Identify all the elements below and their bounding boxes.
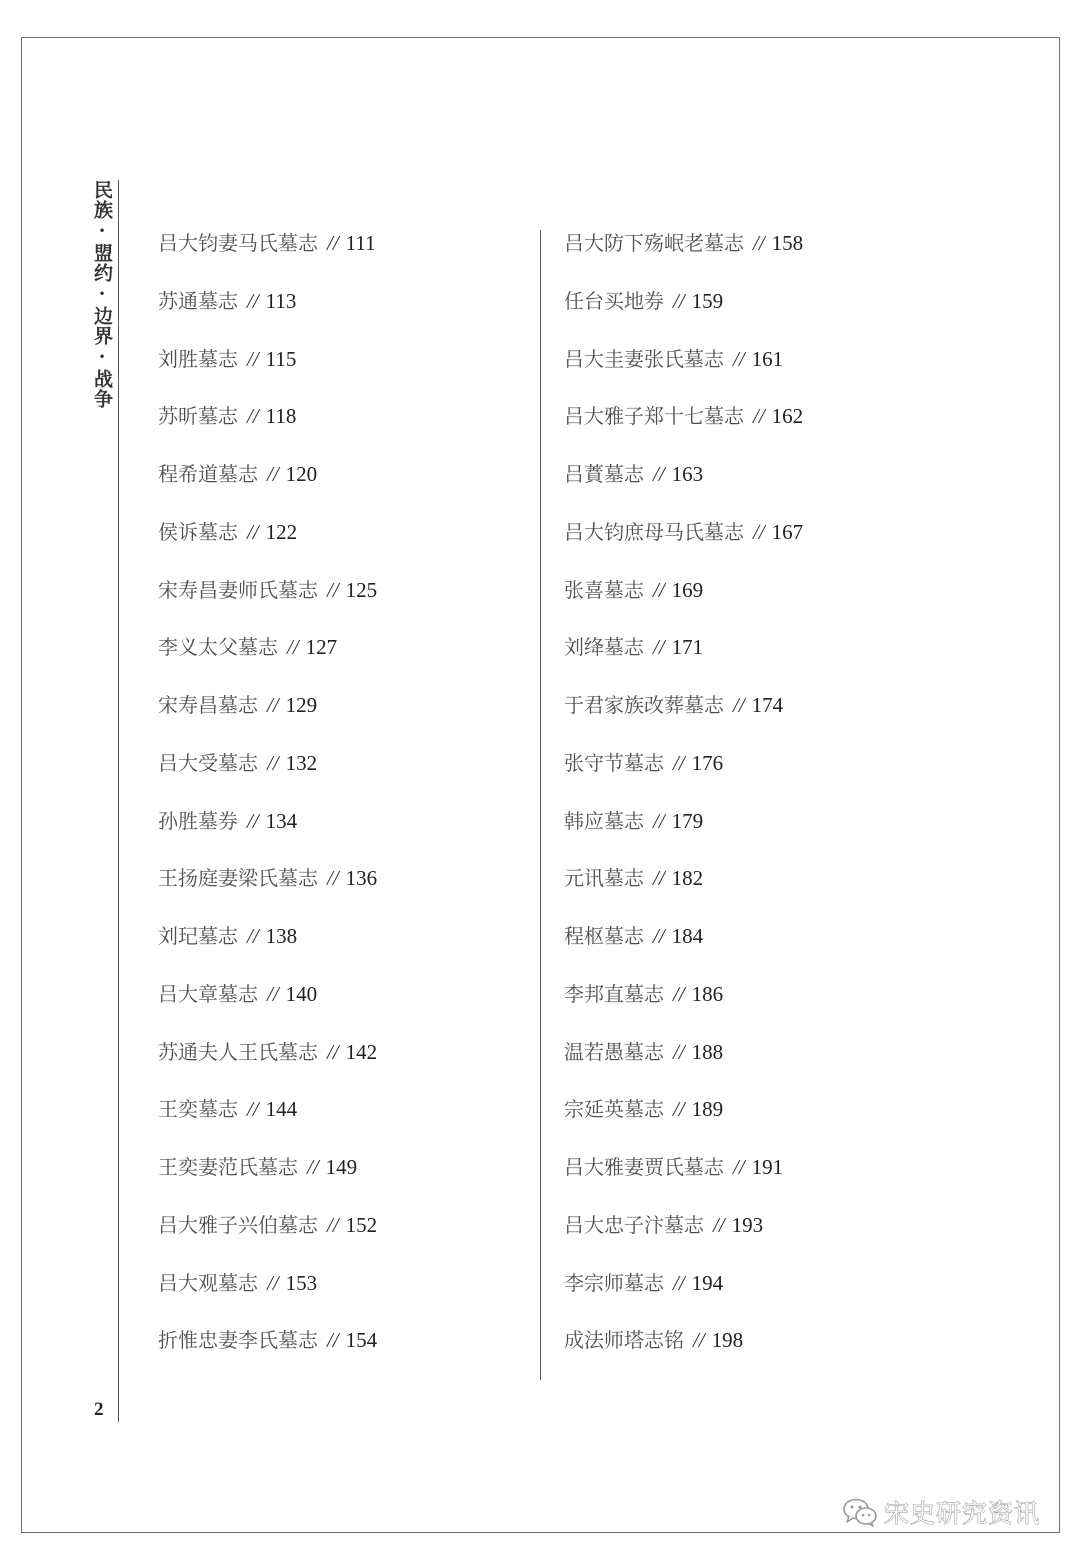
- toc-entry-page: 158: [771, 231, 804, 255]
- toc-entry-title: 李宗师墓志: [564, 1270, 664, 1295]
- toc-separator: //: [327, 231, 339, 255]
- toc-entry-title: 韩应墓志: [564, 808, 644, 833]
- toc-entry: [158, 919, 377, 977]
- toc-entry-title: 吕大受墓志: [158, 750, 258, 775]
- toc-separator: //: [753, 519, 765, 544]
- toc-entry: [564, 573, 803, 631]
- toc-entry-page: 113: [265, 288, 297, 313]
- toc-entry-title: 吕大观墓志: [158, 1270, 258, 1295]
- toc-separator: //: [247, 404, 259, 429]
- toc-entry: [564, 1035, 803, 1093]
- toc-entry-page: 198: [711, 1328, 744, 1353]
- toc-entry: [158, 399, 377, 457]
- toc-entry: [158, 804, 377, 862]
- toc-separator: //: [267, 693, 279, 717]
- toc-entry-page: 182: [671, 866, 704, 891]
- toc-entry-title: 吕蕡墓志: [564, 462, 644, 486]
- watermark: [842, 1494, 1040, 1530]
- toc-entry-page: 189: [691, 1097, 724, 1122]
- toc-entry: [564, 342, 803, 400]
- toc-separator: //: [267, 462, 279, 486]
- toc-entry-title: 元讯墓志: [564, 866, 644, 891]
- toc-entry-title: 刘玘墓志: [158, 924, 238, 948]
- toc-entry-page: 140: [285, 981, 318, 1006]
- toc-entry-title: 于君家族改葬墓志: [564, 693, 724, 717]
- toc-separator: //: [267, 750, 279, 775]
- toc-entry-page: 132: [285, 750, 318, 775]
- toc-entry: [564, 515, 803, 573]
- toc-column-left: [158, 226, 377, 1381]
- toc-separator: //: [753, 231, 765, 255]
- toc-entry-page: 171: [671, 635, 704, 660]
- toc-entry-page: 127: [305, 635, 338, 660]
- toc-separator: //: [327, 1328, 339, 1353]
- toc-entry-title: 温若愚墓志: [564, 1039, 664, 1064]
- toc-entry: [158, 1035, 377, 1093]
- toc-entry-page: 188: [691, 1039, 724, 1064]
- toc-entry-title: 吕大雅子兴伯墓志: [158, 1212, 318, 1237]
- toc-entry-page: 161: [751, 346, 784, 371]
- toc-entry-title: 程枢墓志: [564, 924, 644, 948]
- toc-entry-page: 163: [671, 462, 704, 486]
- toc-entry-page: 125: [345, 577, 378, 602]
- toc-entry-page: 111: [345, 231, 376, 255]
- toc-entry-page: 149: [325, 1155, 358, 1179]
- toc-entry: [564, 1266, 803, 1324]
- toc-separator: //: [673, 1097, 685, 1122]
- toc-entry-page: 194: [691, 1270, 724, 1295]
- toc-entry-page: 115: [265, 346, 297, 371]
- toc-entry-title: 吕大雅子郑十七墓志: [564, 404, 744, 429]
- toc-entry: [158, 1092, 377, 1150]
- toc-entry: [158, 515, 377, 573]
- toc-separator: //: [327, 1039, 339, 1064]
- toc-entry: [158, 284, 377, 342]
- toc-entry: [158, 688, 377, 746]
- toc-entry-title: 程希道墓志: [158, 462, 258, 486]
- toc-separator: //: [653, 866, 665, 891]
- toc-entry-page: 193: [731, 1212, 764, 1237]
- toc-separator: //: [327, 577, 339, 602]
- toc-entry: [158, 1323, 377, 1381]
- toc-entry-title: 吕大章墓志: [158, 981, 258, 1006]
- toc-entry: [564, 457, 803, 515]
- toc-entry-title: 吕大雅妻贾氏墓志: [564, 1155, 724, 1179]
- column-divider: [540, 230, 541, 1380]
- toc-entry-page: 134: [265, 808, 298, 833]
- toc-separator: //: [753, 404, 765, 429]
- toc-entry-title: 折惟忠妻李氏墓志: [158, 1328, 318, 1353]
- toc-entry-page: 142: [345, 1039, 378, 1064]
- toc-entry-title: 刘胜墓志: [158, 346, 238, 371]
- toc-entry-page: 186: [691, 981, 724, 1006]
- toc-entry: [158, 342, 377, 400]
- toc-entry-page: 136: [345, 866, 378, 891]
- toc-entry-page: 184: [671, 924, 704, 948]
- toc-separator: //: [673, 1270, 685, 1295]
- toc-entry-page: 138: [265, 924, 298, 948]
- toc-entry: [564, 630, 803, 688]
- toc-entry-title: 张守节墓志: [564, 750, 664, 775]
- toc-entry-page: 144: [265, 1097, 298, 1122]
- toc-separator: //: [713, 1212, 725, 1237]
- toc-separator: //: [247, 288, 259, 313]
- toc-entry-page: 162: [771, 404, 804, 429]
- toc-entry-title: 张喜墓志: [564, 577, 644, 602]
- toc-entry: [158, 457, 377, 515]
- toc-separator: //: [653, 808, 665, 833]
- toc-separator: //: [693, 1328, 705, 1353]
- toc-entry-page: 169: [671, 577, 704, 602]
- watermark-text: 宋史研究资讯: [884, 1499, 1041, 1528]
- toc-entry: [564, 399, 803, 457]
- toc-entry-title: 吕大钧妻马氏墓志: [158, 231, 318, 255]
- toc-separator: //: [247, 924, 259, 948]
- toc-entry-page: 118: [265, 404, 297, 429]
- toc-entry: [564, 804, 803, 862]
- toc-entry-title: 宋寿昌妻师氏墓志: [158, 577, 318, 602]
- toc-separator: //: [327, 1212, 339, 1237]
- wechat-icon: [842, 1497, 878, 1527]
- toc-entry-title: 苏通夫人王氏墓志: [158, 1039, 318, 1064]
- toc-separator: //: [653, 924, 665, 948]
- toc-entry-title: 王奕妻范氏墓志: [158, 1155, 298, 1179]
- toc-entry-page: 152: [345, 1212, 378, 1237]
- toc-entry-title: 王扬庭妻梁氏墓志: [158, 866, 318, 891]
- toc-separator: //: [287, 635, 299, 660]
- toc-separator: //: [307, 1155, 319, 1179]
- toc-entry-title: 任台买地券: [564, 288, 664, 313]
- toc-separator: //: [653, 577, 665, 602]
- toc-entry: [564, 1092, 803, 1150]
- toc-entry-page: 191: [751, 1155, 784, 1179]
- toc-separator: //: [327, 866, 339, 891]
- toc-entry: [158, 861, 377, 919]
- toc-entry: [158, 977, 377, 1035]
- toc-separator: //: [673, 981, 685, 1006]
- toc-column-right: [564, 226, 803, 1381]
- toc-separator: //: [673, 1039, 685, 1064]
- toc-entry-page: 179: [671, 808, 704, 833]
- toc-entry-title: 吕大钧庶母马氏墓志: [564, 519, 744, 544]
- toc-entry-title: 刘绛墓志: [564, 635, 644, 660]
- toc-separator: //: [733, 346, 745, 371]
- toc-separator: //: [733, 693, 745, 717]
- toc-entry-title: 宗延英墓志: [564, 1097, 664, 1122]
- toc-separator: //: [267, 1270, 279, 1295]
- toc-entry-page: 120: [285, 462, 318, 486]
- toc-entry: [564, 919, 803, 977]
- toc-entry: [564, 861, 803, 919]
- toc-entry: [158, 1208, 377, 1266]
- toc-entry-page: 167: [771, 519, 804, 544]
- toc-separator: //: [247, 1097, 259, 1122]
- toc-entry-title: 王奕墓志: [158, 1097, 238, 1122]
- toc-entry-page: 174: [751, 693, 784, 717]
- toc-entry-title: 苏昕墓志: [158, 404, 238, 429]
- toc-entry: [564, 226, 803, 284]
- toc-entry-title: 李义太父墓志: [158, 635, 278, 660]
- toc-entry: [564, 284, 803, 342]
- page-number: 2: [94, 1399, 104, 1420]
- toc-entry-page: 129: [285, 693, 318, 717]
- toc-entry: [564, 746, 803, 804]
- toc-entry-page: 154: [345, 1328, 378, 1353]
- toc-entry-title: 宋寿昌墓志: [158, 693, 258, 717]
- toc-entry: [158, 226, 377, 284]
- running-head: 民族·盟约·边界·战争: [91, 180, 113, 409]
- toc-separator: //: [247, 346, 259, 371]
- toc-separator: //: [653, 635, 665, 660]
- toc-entry-title: 吕大圭妻张氏墓志: [564, 346, 724, 371]
- toc-entry-title: 孙胜墓券: [158, 808, 238, 833]
- toc-entry-page: 122: [265, 519, 298, 544]
- toc-separator: //: [267, 981, 279, 1006]
- toc-entry-title: 吕大忠子汴墓志: [564, 1212, 704, 1237]
- toc-entry: [158, 630, 377, 688]
- toc-entry: [564, 1323, 803, 1381]
- toc-separator: //: [673, 750, 685, 775]
- toc-entry: [158, 746, 377, 804]
- toc-entry-title: 李邦直墓志: [564, 981, 664, 1006]
- toc-entry-title: 吕大防下殇岷老墓志: [564, 231, 744, 255]
- toc-entry: [158, 1266, 377, 1324]
- toc-entry: [564, 977, 803, 1035]
- toc-separator: //: [653, 462, 665, 486]
- toc-entry: [158, 573, 377, 631]
- toc-separator: //: [673, 288, 685, 313]
- toc-separator: //: [247, 519, 259, 544]
- toc-entry-title: 成法师塔志铭: [564, 1328, 684, 1353]
- toc-entry-page: 153: [285, 1270, 318, 1295]
- toc-entry: [564, 1150, 803, 1208]
- toc-entry: [564, 1208, 803, 1266]
- toc-entry: [158, 1150, 377, 1208]
- toc-separator: //: [733, 1155, 745, 1179]
- toc-entry: [564, 688, 803, 746]
- toc-entry-page: 159: [691, 288, 724, 313]
- toc-separator: //: [247, 808, 259, 833]
- toc-entry-title: 苏通墓志: [158, 288, 238, 313]
- toc-entry-page: 176: [691, 750, 724, 775]
- toc-entry-title: 侯诉墓志: [158, 519, 238, 544]
- margin-rule: [118, 180, 119, 1422]
